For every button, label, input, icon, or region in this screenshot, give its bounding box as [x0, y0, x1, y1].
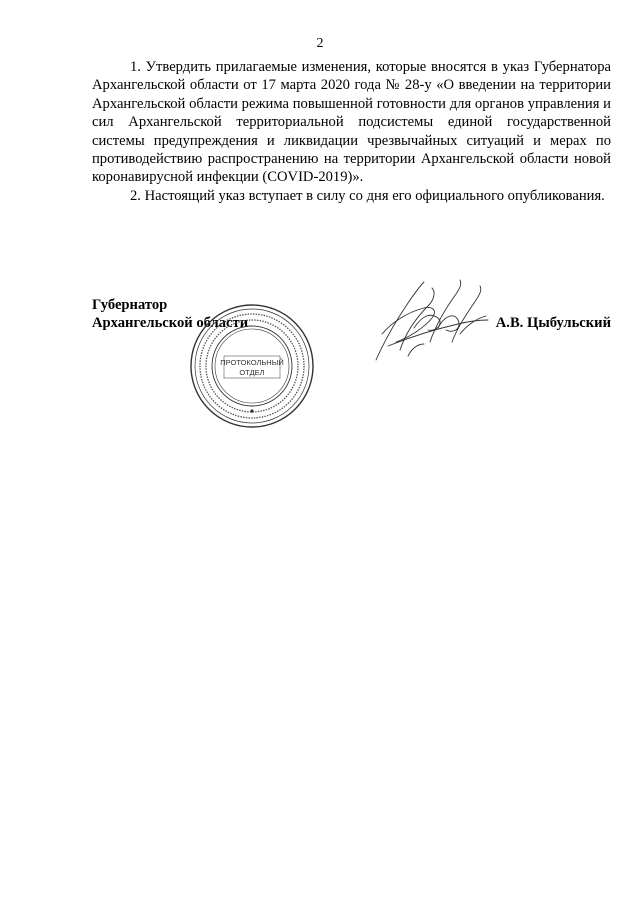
document-body	[92, 58, 611, 205]
signatory-title-line1: Губернатор	[92, 297, 168, 313]
stamp-text-line1: ПРОТОКОЛЬНЫЙ	[220, 358, 284, 367]
paragraph-1: 1. Утвердить прилагаемые изменения, которые вносятся в указ Губернатора Архангельской области от 17 марта 2020 года № 28-у «О введении на территории Архангельской области режима повышенной готовности для органов управления и сил Архангельской территориальной подсистемы единой государственной системы предупреждения и ликвидации чрезвычайных ситуаций и мерах по противодействию распространению на территории Архангельской области новой коронавирусной инфекции (COVID-2019)».	[92, 59, 611, 186]
paragraph-2: 2. Настоящий указ вступает в силу со дня его официального опубликования.	[130, 187, 605, 204]
handwritten-signature	[372, 272, 490, 368]
page-number: 2	[316, 36, 324, 51]
signatory-title-line2: Архангельской области	[92, 315, 249, 332]
signatory-name: А.В. Цыбульский	[495, 315, 611, 331]
official-stamp-seal	[188, 302, 316, 430]
stamp-text-line2: ОТДЕЛ	[239, 368, 265, 377]
